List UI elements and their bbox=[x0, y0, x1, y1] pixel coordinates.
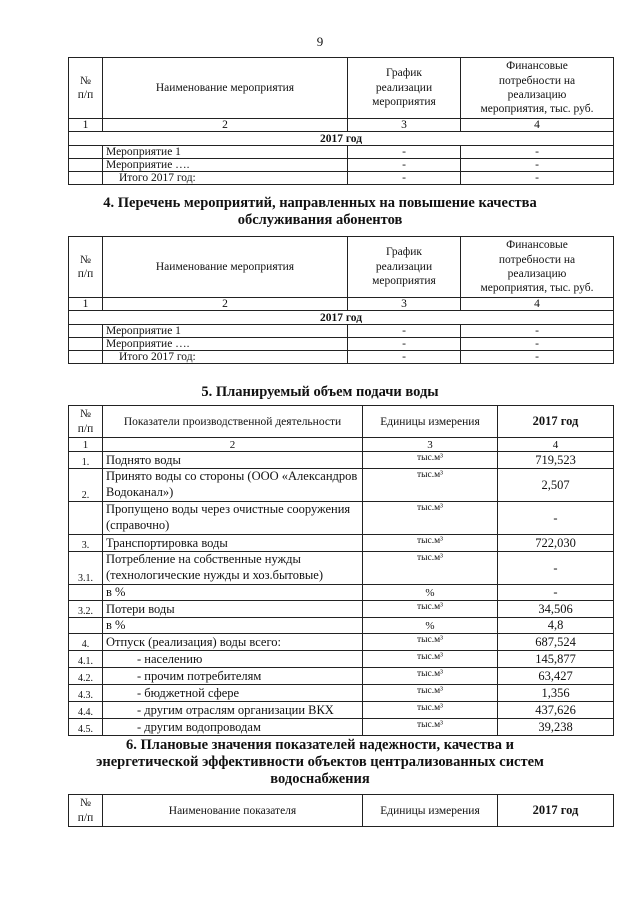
row-value: 1,356 bbox=[498, 685, 614, 702]
header-finance bbox=[461, 237, 614, 298]
table-row bbox=[69, 618, 614, 634]
table-activities-2 bbox=[68, 236, 614, 364]
header-unit: Единицы измерения bbox=[363, 795, 498, 827]
header-unit: Единицы измерения bbox=[363, 406, 498, 438]
row-number: 4.4. bbox=[69, 702, 103, 719]
row-value: 39,238 bbox=[498, 719, 614, 736]
row-number: 3.2. bbox=[69, 601, 103, 618]
section-5-title bbox=[0, 384, 640, 401]
header-num bbox=[69, 406, 103, 438]
header-number-row bbox=[69, 438, 614, 452]
cell-finance: - bbox=[461, 159, 614, 172]
cell-finance: - bbox=[461, 338, 614, 351]
header-num bbox=[69, 237, 103, 298]
table-row bbox=[69, 351, 614, 364]
row-number bbox=[69, 585, 103, 601]
header-indicator: Наименование показателя bbox=[103, 795, 363, 827]
cell-schedule: - bbox=[348, 351, 461, 364]
row-number: 4.3. bbox=[69, 685, 103, 702]
cell-name: Мероприятие 1 bbox=[103, 325, 348, 338]
table-row bbox=[69, 685, 614, 702]
table-row bbox=[69, 325, 614, 338]
page-number: 9 bbox=[316, 34, 324, 49]
header-number-cell: 3 bbox=[363, 438, 498, 452]
table-header-row bbox=[69, 406, 614, 438]
header-schedule bbox=[348, 58, 461, 119]
header-number-cell: 3 bbox=[348, 298, 461, 311]
table-row bbox=[69, 452, 614, 469]
section-4-title-line: 4. Перечень мероприятий, направленных на повышение качества bbox=[103, 195, 537, 211]
row-number bbox=[69, 502, 103, 535]
header-year: 2017 год bbox=[498, 406, 614, 438]
table-row bbox=[69, 651, 614, 668]
header-num-text: № п/п bbox=[77, 253, 94, 280]
row-value: - bbox=[498, 585, 614, 601]
row-value: 719,523 bbox=[498, 452, 614, 469]
row-indicator: в % bbox=[103, 585, 363, 601]
cell-num bbox=[69, 146, 103, 159]
row-unit: тыс.м³ bbox=[363, 552, 498, 585]
header-schedule-text: График реализации мероприятия bbox=[372, 67, 436, 109]
table-row bbox=[69, 634, 614, 651]
section-5-title-line: 5. Планируемый объем подачи воды bbox=[201, 384, 439, 400]
header-number-cell: 3 bbox=[348, 119, 461, 132]
row-indicator: Поднято воды bbox=[103, 452, 363, 469]
header-indicator: Показатели производственной деятельности bbox=[103, 406, 363, 438]
row-unit: тыс.м³ bbox=[363, 668, 498, 685]
cell-schedule: - bbox=[348, 159, 461, 172]
table-row bbox=[69, 469, 614, 502]
row-number: 4.1. bbox=[69, 651, 103, 668]
row-indicator: Отпуск (реализация) воды всего: bbox=[103, 634, 363, 651]
row-unit: тыс.м³ bbox=[363, 535, 498, 552]
header-number-cell: 2 bbox=[103, 119, 348, 132]
row-unit: тыс.м³ bbox=[363, 702, 498, 719]
cell-num bbox=[69, 159, 103, 172]
header-year: 2017 год bbox=[498, 795, 614, 827]
row-indicator: в % bbox=[103, 618, 363, 634]
table-row bbox=[69, 702, 614, 719]
cell-num bbox=[69, 338, 103, 351]
header-schedule-text: График реализации мероприятия bbox=[372, 246, 436, 288]
table-header-row bbox=[69, 237, 614, 298]
header-schedule bbox=[348, 237, 461, 298]
table-water-supply bbox=[68, 405, 614, 736]
cell-name: Мероприятие …. bbox=[103, 159, 348, 172]
row-number: 4.5. bbox=[69, 719, 103, 736]
table-row bbox=[69, 338, 614, 351]
header-name: Наименование мероприятия bbox=[103, 237, 348, 298]
row-indicator: Принято воды со стороны (ООО «Александров Водоканал») bbox=[103, 469, 363, 502]
row-number: 3. bbox=[69, 535, 103, 552]
header-num-text: № п/п bbox=[77, 408, 94, 435]
header-number-row bbox=[69, 298, 614, 311]
row-unit: тыс.м³ bbox=[363, 601, 498, 618]
table-row bbox=[69, 159, 614, 172]
cell-name: Мероприятие 1 bbox=[103, 146, 348, 159]
year-row bbox=[69, 311, 614, 325]
cell-finance: - bbox=[461, 172, 614, 185]
row-indicator: - прочим потребителям bbox=[103, 668, 363, 685]
row-unit: % bbox=[363, 585, 498, 601]
table-row bbox=[69, 146, 614, 159]
row-unit: тыс.м³ bbox=[363, 502, 498, 535]
row-value: - bbox=[498, 552, 614, 585]
cell-num bbox=[69, 325, 103, 338]
header-number-cell: 4 bbox=[498, 438, 614, 452]
section-4-title bbox=[0, 195, 640, 229]
header-num bbox=[69, 795, 103, 827]
header-num bbox=[69, 58, 103, 119]
header-number-cell: 4 bbox=[461, 298, 614, 311]
row-number: 4.2. bbox=[69, 668, 103, 685]
row-number bbox=[69, 618, 103, 634]
year-row bbox=[69, 132, 614, 146]
table-row bbox=[69, 601, 614, 618]
header-number-cell: 2 bbox=[103, 298, 348, 311]
row-value: 63,427 bbox=[498, 668, 614, 685]
cell-name: Мероприятие …. bbox=[103, 338, 348, 351]
cell-schedule: - bbox=[348, 172, 461, 185]
row-unit: тыс.м³ bbox=[363, 651, 498, 668]
table-header-row bbox=[69, 58, 614, 119]
row-unit: тыс.м³ bbox=[363, 634, 498, 651]
table-row bbox=[69, 719, 614, 736]
row-value: 145,877 bbox=[498, 651, 614, 668]
cell-finance: - bbox=[461, 146, 614, 159]
table-row bbox=[69, 172, 614, 185]
row-indicator: Пропущено воды через очистные сооружения (справочно) bbox=[103, 502, 363, 535]
table-reliability-indicators bbox=[68, 794, 614, 827]
table-row bbox=[69, 552, 614, 585]
table-row bbox=[69, 535, 614, 552]
cell-finance: - bbox=[461, 325, 614, 338]
header-num-text: № п/п bbox=[77, 797, 94, 824]
row-value: - bbox=[498, 502, 614, 535]
row-unit: тыс.м³ bbox=[363, 685, 498, 702]
row-number: 2. bbox=[69, 469, 103, 502]
row-value: 4,8 bbox=[498, 618, 614, 634]
row-indicator: - населению bbox=[103, 651, 363, 668]
row-indicator: Потребление на собственные нужды (технологические нужды и хоз.бытовые) bbox=[103, 552, 363, 585]
row-indicator: - другим водопроводам bbox=[103, 719, 363, 736]
section-6-title bbox=[0, 737, 640, 788]
cell-schedule: - bbox=[348, 338, 461, 351]
section-6-title-line: энергетической эффективности объектов централизованных систем bbox=[96, 754, 544, 770]
row-value: 437,626 bbox=[498, 702, 614, 719]
header-number-row bbox=[69, 119, 614, 132]
header-finance-text: Финансовые потребности на реализацию мероприятия, тыс. руб. bbox=[480, 60, 594, 116]
year-label: 2017 год bbox=[69, 132, 614, 146]
header-number-cell: 1 bbox=[69, 298, 103, 311]
row-value: 722,030 bbox=[498, 535, 614, 552]
table-row bbox=[69, 502, 614, 535]
row-indicator: - другим отраслям организации ВКХ bbox=[103, 702, 363, 719]
row-unit: % bbox=[363, 618, 498, 634]
header-finance bbox=[461, 58, 614, 119]
row-indicator: - бюджетной сфере bbox=[103, 685, 363, 702]
row-value: 687,524 bbox=[498, 634, 614, 651]
header-num-text: № п/п bbox=[77, 74, 94, 101]
row-unit: тыс.м³ bbox=[363, 719, 498, 736]
section-6-title-line: 6. Плановые значения показателей надежности, качества и bbox=[126, 737, 514, 753]
header-number-cell: 2 bbox=[103, 438, 363, 452]
cell-finance: - bbox=[461, 351, 614, 364]
header-name: Наименование мероприятия bbox=[103, 58, 348, 119]
table-row bbox=[69, 668, 614, 685]
section-4-title-line: обслуживания абонентов bbox=[237, 212, 403, 228]
row-unit: тыс.м³ bbox=[363, 452, 498, 469]
row-number: 4. bbox=[69, 634, 103, 651]
header-number-cell: 1 bbox=[69, 119, 103, 132]
header-number-cell: 1 bbox=[69, 438, 103, 452]
cell-schedule: - bbox=[348, 325, 461, 338]
row-indicator: Потери воды bbox=[103, 601, 363, 618]
cell-num bbox=[69, 351, 103, 364]
row-unit: тыс.м³ bbox=[363, 469, 498, 502]
row-value: 2,507 bbox=[498, 469, 614, 502]
table-header-row bbox=[69, 795, 614, 827]
header-finance-text: Финансовые потребности на реализацию мероприятия, тыс. руб. bbox=[480, 239, 594, 295]
section-6-title-line: водоснабжения bbox=[270, 771, 370, 787]
row-indicator: Транспортировка воды bbox=[103, 535, 363, 552]
cell-num bbox=[69, 172, 103, 185]
table-row bbox=[69, 585, 614, 601]
cell-schedule: - bbox=[348, 146, 461, 159]
header-number-cell: 4 bbox=[461, 119, 614, 132]
cell-name: Итого 2017 год: bbox=[103, 351, 348, 364]
year-label: 2017 год bbox=[69, 311, 614, 325]
row-value: 34,506 bbox=[498, 601, 614, 618]
table-activities-1 bbox=[68, 57, 614, 185]
row-number: 1. bbox=[69, 452, 103, 469]
row-number: 3.1. bbox=[69, 552, 103, 585]
cell-name: Итого 2017 год: bbox=[103, 172, 348, 185]
